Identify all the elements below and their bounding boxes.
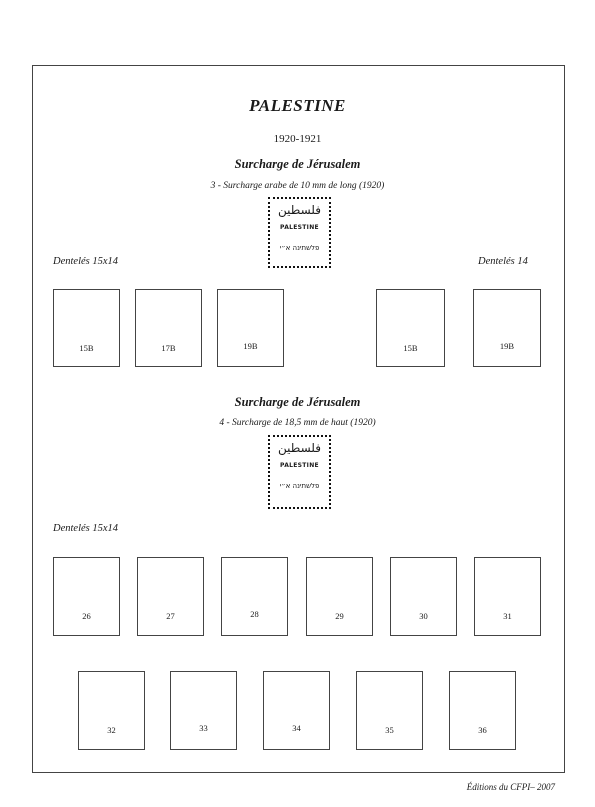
stamp-slot	[376, 289, 445, 367]
slot-number: 28	[250, 609, 259, 619]
publisher-footer: Éditions du CFPI– 2007	[466, 782, 555, 792]
stamp-arabic-text: فلسطين	[277, 203, 321, 217]
slot-number: 29	[335, 611, 344, 621]
stamp-slot	[78, 671, 145, 750]
section2-subtitle: 4 - Surcharge de 18,5 mm de haut (1920)	[219, 418, 376, 428]
slot-number: 19B	[243, 341, 258, 351]
stamp-slot	[135, 289, 202, 367]
section2-perf-left: Dentelés 15x14	[53, 523, 119, 534]
stamp-slot	[449, 671, 516, 750]
section2-title: Surcharge de Jérusalem	[234, 395, 361, 409]
stamp-english-text: PALESTINE	[280, 462, 319, 469]
slot-number: 31	[503, 611, 512, 621]
slot-number: 15B	[79, 343, 94, 353]
stamp-slot	[390, 557, 457, 636]
stamp-slot	[356, 671, 423, 750]
stamp-slot	[137, 557, 204, 636]
stamp-slot	[263, 671, 330, 750]
slot-number: 34	[292, 723, 301, 733]
section1-perf-right: Dentelés 14	[478, 256, 528, 267]
slot-number: 27	[166, 611, 175, 621]
slot-number: 26	[82, 611, 91, 621]
section1-perf-left: Dentelés 15x14	[53, 256, 119, 267]
stamp-hebrew-text: פלשתינה א״י	[279, 482, 320, 490]
stamp-hebrew-text: פלשתינה א״י	[279, 244, 320, 252]
section2-stamp-image	[268, 435, 331, 509]
stamp-slot	[473, 289, 541, 367]
section1-stamp-image	[268, 197, 331, 268]
stamp-slot	[53, 289, 120, 367]
stamp-english-text: PALESTINE	[280, 224, 319, 231]
section1-title: Surcharge de Jérusalem	[234, 157, 361, 171]
stamp-arabic-text: فلسطين	[277, 441, 321, 455]
stamp-slot	[170, 671, 237, 750]
slot-number: 36	[478, 725, 487, 735]
slot-number: 33	[199, 723, 208, 733]
stamp-slot	[53, 557, 120, 636]
slot-number: 30	[419, 611, 428, 621]
page-years: 1920-1921	[273, 133, 322, 145]
page-title: PALESTINE	[249, 96, 346, 115]
slot-number: 17B	[161, 343, 176, 353]
slot-number: 19B	[499, 341, 515, 351]
slot-number: 32	[107, 725, 116, 735]
slot-number: 35	[385, 725, 394, 735]
stamp-slot	[221, 557, 288, 636]
slot-number: 15B	[403, 343, 418, 353]
section1-subtitle: 3 - Surcharge arabe de 10 mm de long (1920)	[210, 181, 385, 191]
stamp-slot	[306, 557, 373, 636]
stamp-slot	[474, 557, 541, 636]
stamp-slot	[217, 289, 284, 367]
